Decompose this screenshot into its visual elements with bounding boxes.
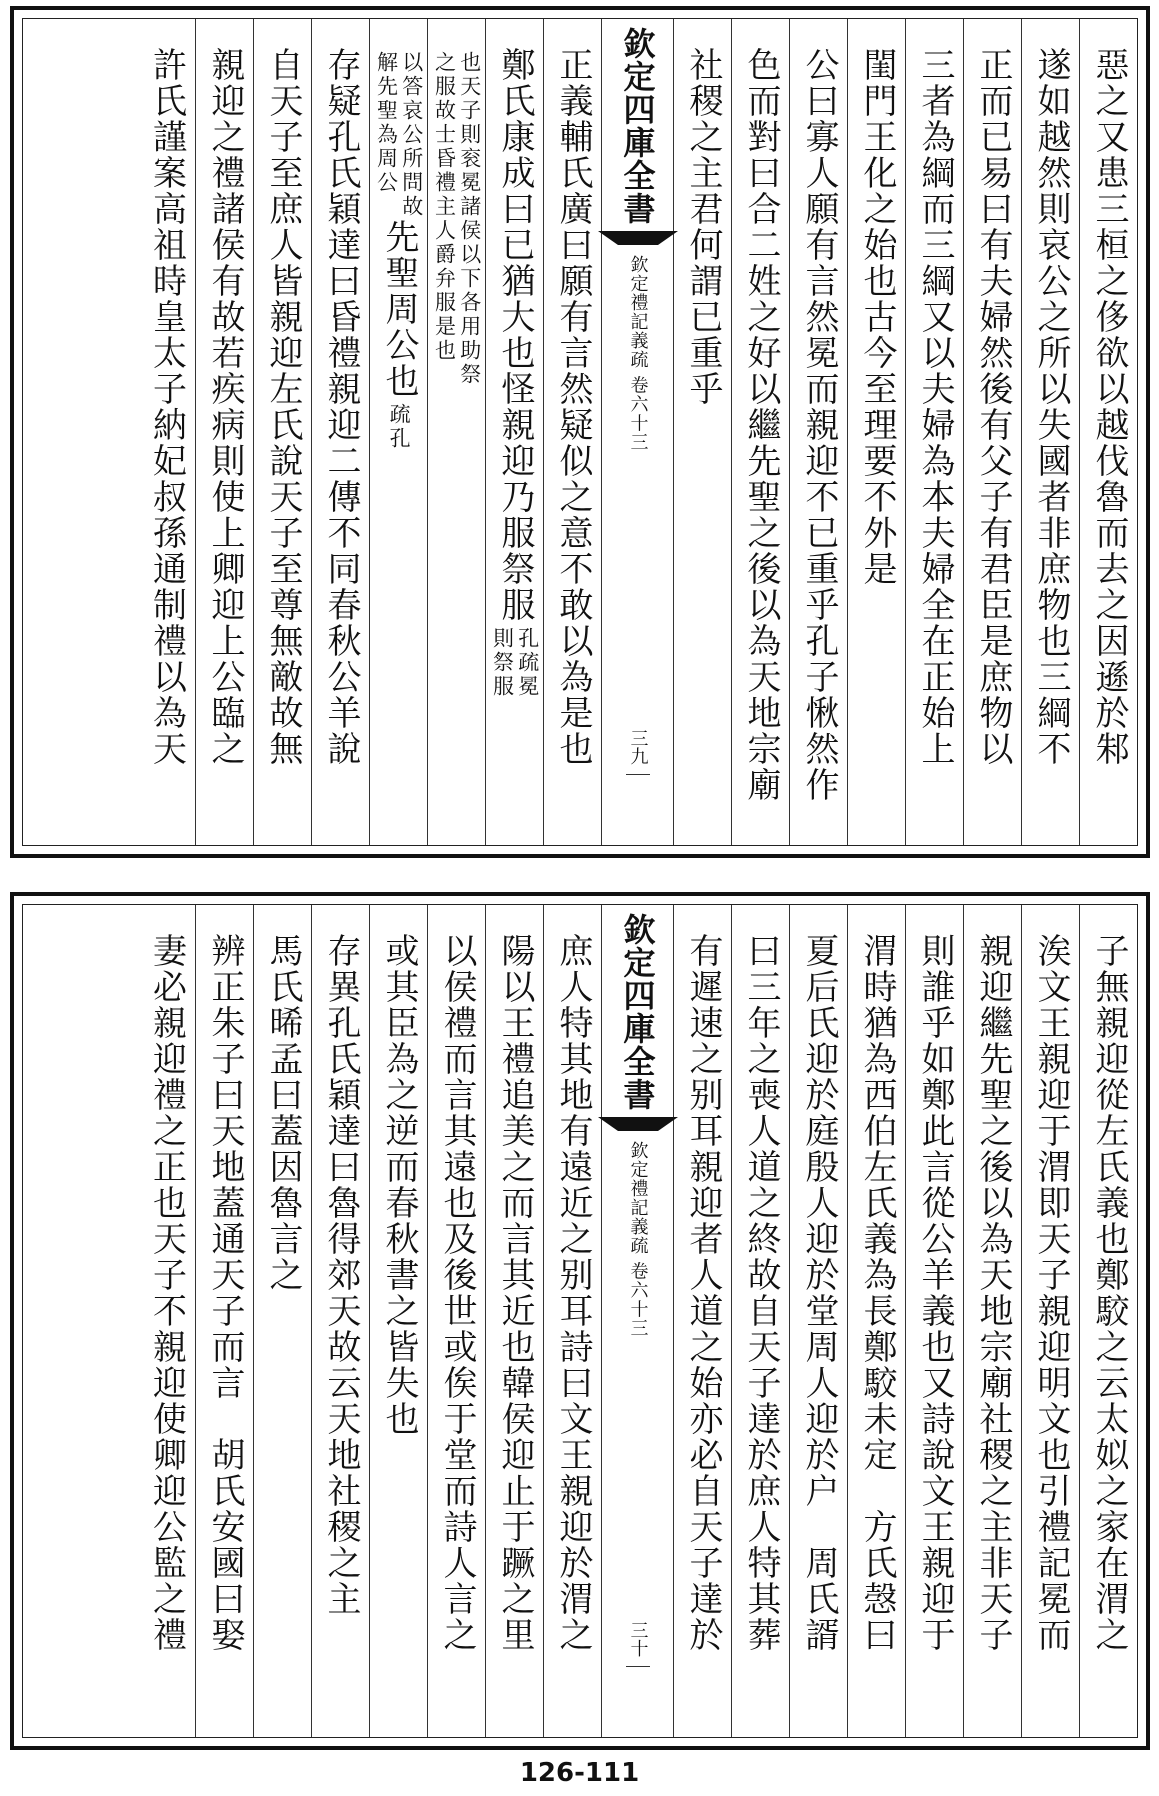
text-column (427, 905, 485, 1737)
text-column (1021, 905, 1079, 1737)
commentary-note: 則祭服 (490, 627, 515, 699)
text-column (137, 905, 195, 1737)
center-fold (601, 905, 673, 1737)
column-text: 先聖周公也 (379, 219, 420, 399)
column-text: 鄭氏康成曰已猶大也怪親迎乃服祭服 (495, 47, 536, 623)
lower-page (10, 892, 1150, 1750)
upper-page (10, 6, 1150, 858)
column-text: 夏后氏迎於庭殷人迎於堂周人迎於户 周氏諝 (799, 933, 840, 1653)
column-text: 存疑孔氏穎達曰昏禮親迎二傳不同春秋公羊說 (321, 47, 362, 767)
lower-page-frame (22, 904, 1138, 1738)
text-column (137, 19, 195, 845)
running-title: 欽定四庫全書 (618, 27, 657, 225)
column-text: 親迎之禮諸侯有故若疾病則使上卿迎上公臨之 (205, 47, 246, 767)
column-text: 庶人特其地有遠近之别耳詩曰文王親迎於渭之 (553, 933, 594, 1653)
column-text: 以侯禮而言其遠也及後世或俟于堂而詩人言之 (437, 933, 478, 1653)
volume-label: 欽定禮記義疏 卷六十三 (627, 255, 649, 452)
column-text: 惡之又患三桓之侈欲以越伐魯而去之因遜於邾 (1089, 47, 1130, 767)
column-text: 涘文王親迎于渭即天子親迎明文也引禮記冕而 (1031, 933, 1072, 1653)
commentary-block (489, 623, 539, 699)
column-text: 存異孔氏穎達曰魯得郊天故云天地社稷之主 (321, 933, 362, 1617)
commentary-note: 也天子則衮冕諸侯以下各用助祭 (457, 51, 482, 387)
catalog-number: 126-111 (519, 1758, 640, 1788)
text-column (543, 19, 601, 845)
text-column (1079, 19, 1137, 845)
text-column (253, 19, 311, 845)
text-column (847, 19, 905, 845)
commentary-block (386, 399, 411, 451)
upper-page-frame (22, 18, 1138, 846)
text-column (195, 905, 253, 1737)
text-column (963, 19, 1021, 845)
column-text: 遂如越然則哀公之所以失國者非庶物也三綱不 (1031, 47, 1072, 767)
text-column (731, 19, 789, 845)
text-column (369, 905, 427, 1737)
text-column (905, 19, 963, 845)
column-text: 正義輔氏廣曰願有言然疑似之意不敢以為是也 (553, 47, 594, 767)
column-text: 馬氏晞孟曰蓋因魯言之 (263, 933, 304, 1293)
column-text: 三者為綱而三綱又以夫婦為本夫婦全在正始上 (915, 47, 956, 767)
fishtail-mark (598, 231, 678, 245)
column-text: 渭時猶為西伯左氏義為長鄭駮未定 方氏愨曰 (857, 933, 898, 1653)
leaf-number: 三九 (627, 729, 649, 765)
text-column (485, 19, 543, 845)
leaf-number: 三十 (627, 1621, 649, 1657)
column-text: 妻必親迎禮之正也天子不親迎使卿迎公監之禮 (146, 933, 187, 1653)
column-text: 辨正朱子曰天地蓋通天子而言 胡氏安國曰娶 (205, 933, 246, 1653)
text-column (673, 19, 731, 845)
center-fold (601, 19, 673, 845)
text-column (195, 19, 253, 845)
column-text: 有遲速之别耳親迎者人道之始亦必自天子達於 (683, 933, 724, 1653)
text-column (485, 905, 543, 1737)
text-column (731, 905, 789, 1737)
text-column (789, 905, 847, 1737)
column-text: 許氏謹案高祖時皇太子納妃叔孫通制禮以為天 (146, 47, 187, 767)
running-title: 欽定四庫全書 (618, 913, 657, 1111)
column-text: 則誰乎如鄭此言從公羊義也又詩說文王親迎于 (915, 933, 956, 1653)
commentary-note: 以答哀公所問故 (399, 51, 424, 219)
commentary-block (373, 47, 423, 219)
text-column (369, 19, 427, 845)
commentary-note: 疏孔 (387, 403, 412, 451)
text-column (427, 19, 485, 845)
volume-label: 欽定禮記義疏 卷六十三 (627, 1141, 649, 1338)
column-text: 正而已易曰有夫婦然後有父子有君臣是庶物以 (973, 47, 1014, 767)
column-text: 或其臣為之逆而春秋書之皆失也 (379, 933, 420, 1437)
text-column (905, 905, 963, 1737)
mixed-column (373, 47, 423, 451)
column-text: 子無親迎從左氏義也鄭駮之云太姒之家在渭之 (1089, 933, 1130, 1653)
column-text: 色而對曰合二姓之好以繼先聖之後以為天地宗廟 (741, 47, 782, 803)
text-column (311, 19, 369, 845)
commentary-note: 解先聖為周公 (374, 51, 399, 195)
commentary-note: 之服故士昏禮主人爵弁服是也 (432, 51, 457, 363)
text-column (673, 905, 731, 1737)
column-text: 曰三年之喪人道之終故自天子達於庶人特其葬 (741, 933, 782, 1653)
text-column (311, 905, 369, 1737)
column-text: 社稷之主君何謂已重乎 (683, 47, 724, 407)
fishtail-mark (598, 1117, 678, 1131)
commentary-note: 孔疏冕 (515, 627, 540, 699)
text-column (1079, 905, 1137, 1737)
text-column (1021, 19, 1079, 845)
column-text: 自天子至庶人皆親迎左氏說天子至尊無敵故無 (263, 47, 304, 767)
column-text: 公曰寡人願有言然冕而親迎不已重乎孔子愀然作 (799, 47, 840, 803)
text-column (543, 905, 601, 1737)
text-column (847, 905, 905, 1737)
text-column (963, 905, 1021, 1737)
column-text: 閨門王化之始也古今至理要不外是 (857, 47, 898, 587)
text-column (789, 19, 847, 845)
leaf-rule (626, 774, 650, 775)
leaf-rule (626, 1666, 650, 1667)
mixed-column (489, 47, 539, 699)
column-text: 親迎繼先聖之後以為天地宗廟社稷之主非天子 (973, 933, 1014, 1653)
text-column (253, 905, 311, 1737)
column-text: 陽以王禮追美之而言其近也韓侯迎止于蹶之里 (495, 933, 536, 1653)
